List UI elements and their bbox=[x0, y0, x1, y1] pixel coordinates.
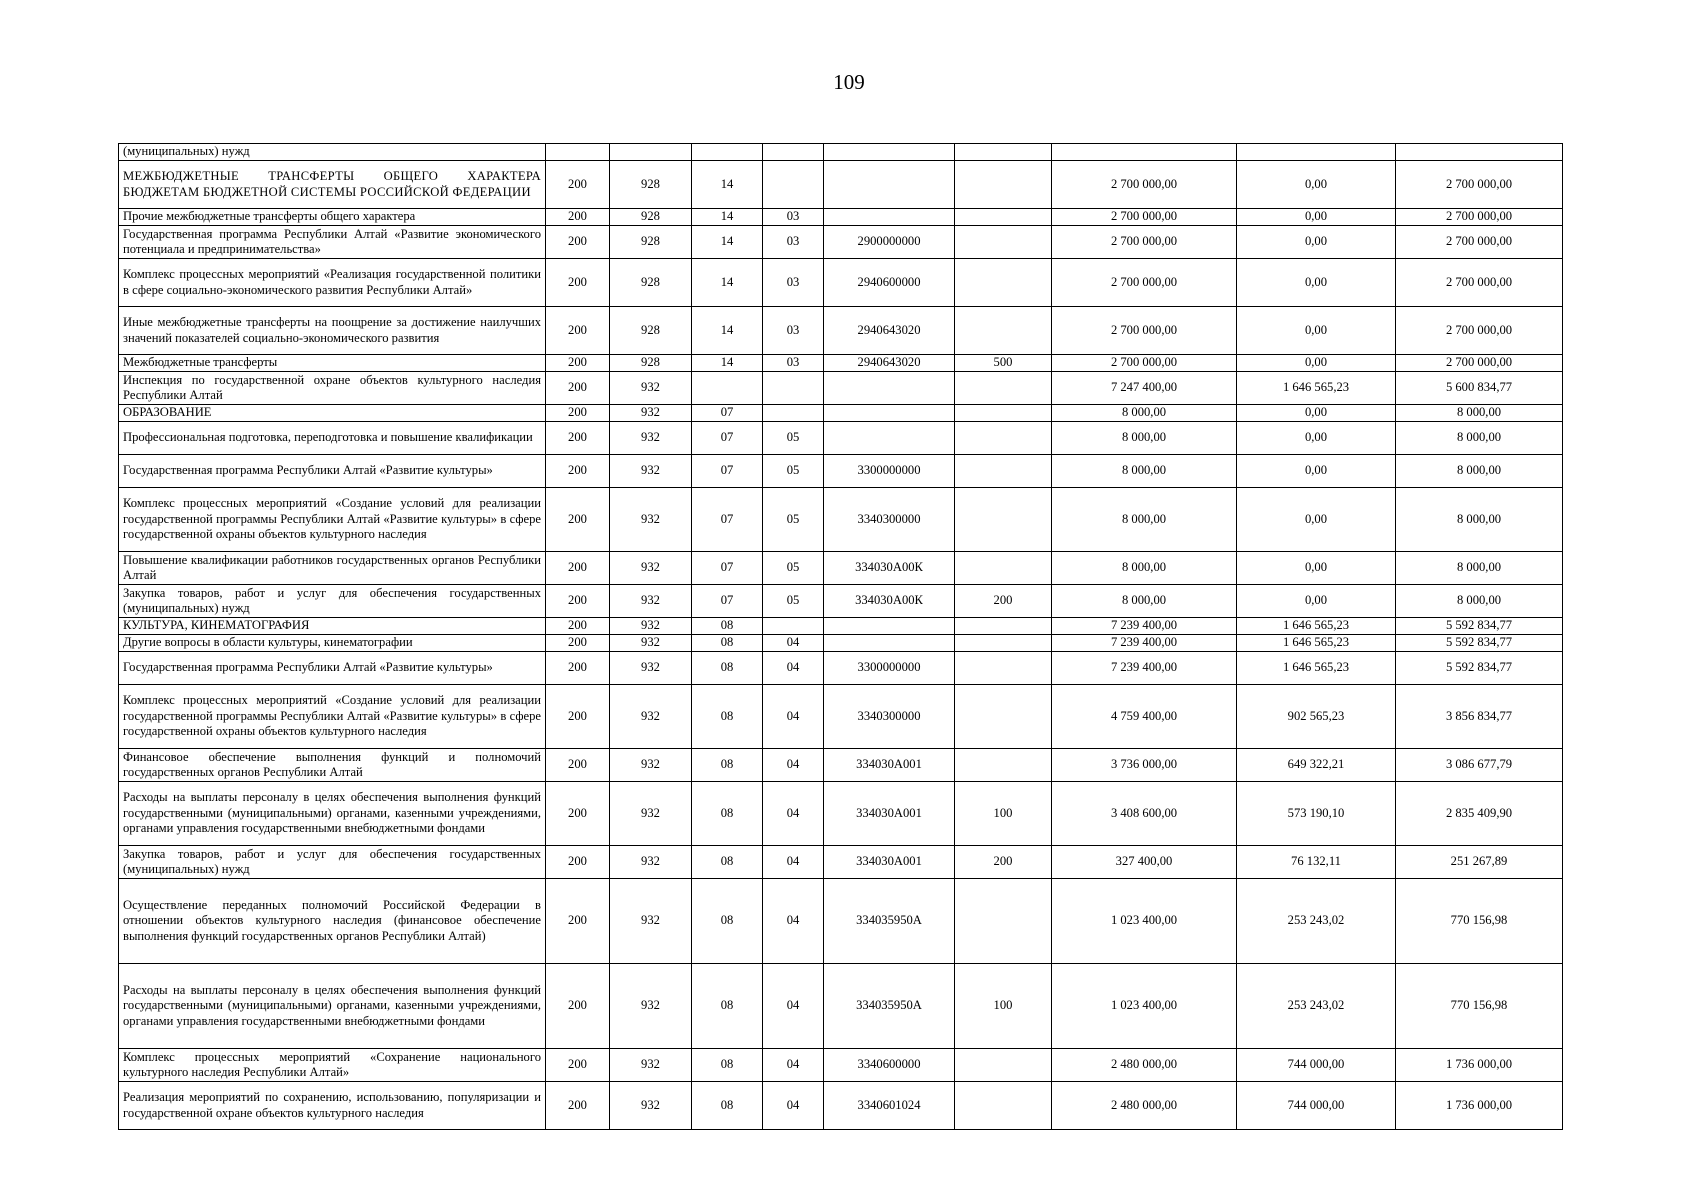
total-amount: 2 700 000,00 bbox=[1052, 161, 1237, 209]
admin-code: 200 bbox=[546, 618, 610, 635]
table-row bbox=[119, 372, 1563, 405]
remaining-amount: 2 700 000,00 bbox=[1396, 209, 1563, 226]
remaining-amount: 3 086 677,79 bbox=[1396, 749, 1563, 782]
department-code: 932 bbox=[610, 552, 692, 585]
total-amount: 8 000,00 bbox=[1052, 455, 1237, 488]
total-amount: 2 700 000,00 bbox=[1052, 209, 1237, 226]
subsection-code: 03 bbox=[763, 259, 824, 307]
total-amount: 2 700 000,00 bbox=[1052, 259, 1237, 307]
table-row bbox=[119, 209, 1563, 226]
table-row bbox=[119, 618, 1563, 635]
row-name: Профессиональная подготовка, переподготовка и повышение квалификации bbox=[119, 422, 546, 455]
remaining-amount: 1 736 000,00 bbox=[1396, 1049, 1563, 1082]
executed-amount: 0,00 bbox=[1237, 355, 1396, 372]
target-article-code: 3340600000 bbox=[824, 1049, 955, 1082]
total-amount: 327 400,00 bbox=[1052, 846, 1237, 879]
executed-amount: 1 646 565,23 bbox=[1237, 618, 1396, 635]
total-amount: 3 408 600,00 bbox=[1052, 782, 1237, 846]
table-row bbox=[119, 455, 1563, 488]
table-row bbox=[119, 161, 1563, 209]
subsection-code: 04 bbox=[763, 846, 824, 879]
admin-code: 200 bbox=[546, 422, 610, 455]
total-amount: 2 480 000,00 bbox=[1052, 1049, 1237, 1082]
subsection-code: 04 bbox=[763, 964, 824, 1049]
row-name: Расходы на выплаты персоналу в целях обеспечения выполнения функций государственными (муниципальными) органами, казенными учреждениями, органами управления государственными внебюджетными фондами bbox=[119, 964, 546, 1049]
subsection-code: 03 bbox=[763, 307, 824, 355]
executed-amount: 744 000,00 bbox=[1237, 1082, 1396, 1130]
target-article-code: 3340601024 bbox=[824, 1082, 955, 1130]
remaining-amount: 5 592 834,77 bbox=[1396, 652, 1563, 685]
department-code: 932 bbox=[610, 782, 692, 846]
expense-type-code bbox=[955, 749, 1052, 782]
executed-amount: 902 565,23 bbox=[1237, 685, 1396, 749]
row-name: Расходы на выплаты персоналу в целях обеспечения выполнения функций государственными (муниципальными) органами, казенными учреждениями, органами управления государственными внебюджетными фондами bbox=[119, 782, 546, 846]
table-row bbox=[119, 1082, 1563, 1130]
remaining-amount: 770 156,98 bbox=[1396, 879, 1563, 964]
target-article-code bbox=[824, 161, 955, 209]
subsection-code bbox=[763, 405, 824, 422]
table-row bbox=[119, 1049, 1563, 1082]
section-code: 07 bbox=[692, 455, 763, 488]
expense-type-code bbox=[955, 422, 1052, 455]
admin-code: 200 bbox=[546, 161, 610, 209]
target-article-code: 334030А001 bbox=[824, 749, 955, 782]
remaining-amount: 8 000,00 bbox=[1396, 405, 1563, 422]
department-code: 932 bbox=[610, 1082, 692, 1130]
target-article-code: 3300000000 bbox=[824, 652, 955, 685]
row-name: Комплекс процессных мероприятий «Реализация государственной политики в сфере социально-экономического развития Республики Алтай» bbox=[119, 259, 546, 307]
remaining-amount: 3 856 834,77 bbox=[1396, 685, 1563, 749]
section-code: 08 bbox=[692, 846, 763, 879]
executed-amount: 0,00 bbox=[1237, 455, 1396, 488]
section-code bbox=[692, 144, 763, 161]
target-article-code: 2900000000 bbox=[824, 226, 955, 259]
target-article-code: 334030А001 bbox=[824, 782, 955, 846]
expense-type-code: 500 bbox=[955, 355, 1052, 372]
section-code: 07 bbox=[692, 422, 763, 455]
department-code: 932 bbox=[610, 846, 692, 879]
target-article-code: 2940643020 bbox=[824, 355, 955, 372]
expense-type-code: 200 bbox=[955, 585, 1052, 618]
department-code bbox=[610, 144, 692, 161]
row-name: МЕЖБЮДЖЕТНЫЕ ТРАНСФЕРТЫ ОБЩЕГО ХАРАКТЕРА БЮДЖЕТАМ БЮДЖЕТНОЙ СИСТЕМЫ РОССИЙСКОЙ ФЕДЕРАЦИИ bbox=[119, 161, 546, 209]
table-row bbox=[119, 635, 1563, 652]
executed-amount: 0,00 bbox=[1237, 307, 1396, 355]
executed-amount: 0,00 bbox=[1237, 488, 1396, 552]
table-row bbox=[119, 422, 1563, 455]
remaining-amount: 8 000,00 bbox=[1396, 422, 1563, 455]
row-name: Комплекс процессных мероприятий «Создание условий для реализации государственной программы Республики Алтай «Развитие культуры» в сфере государственной охраны объектов культурного наследия bbox=[119, 685, 546, 749]
subsection-code: 04 bbox=[763, 685, 824, 749]
admin-code: 200 bbox=[546, 585, 610, 618]
total-amount: 1 023 400,00 bbox=[1052, 964, 1237, 1049]
subsection-code bbox=[763, 161, 824, 209]
subsection-code: 05 bbox=[763, 488, 824, 552]
target-article-code bbox=[824, 422, 955, 455]
subsection-code: 04 bbox=[763, 635, 824, 652]
executed-amount: 253 243,02 bbox=[1237, 964, 1396, 1049]
row-name: Комплекс процессных мероприятий «Создание условий для реализации государственной программы Республики Алтай «Развитие культуры» в сфере государственной охраны объектов культурного наследия bbox=[119, 488, 546, 552]
remaining-amount: 2 700 000,00 bbox=[1396, 355, 1563, 372]
section-code: 08 bbox=[692, 1082, 763, 1130]
total-amount bbox=[1052, 144, 1237, 161]
executed-amount: 0,00 bbox=[1237, 209, 1396, 226]
admin-code: 200 bbox=[546, 307, 610, 355]
subsection-code: 03 bbox=[763, 226, 824, 259]
department-code: 932 bbox=[610, 422, 692, 455]
section-code: 08 bbox=[692, 1049, 763, 1082]
section-code: 14 bbox=[692, 259, 763, 307]
admin-code: 200 bbox=[546, 552, 610, 585]
row-name: ОБРАЗОВАНИЕ bbox=[119, 405, 546, 422]
department-code: 932 bbox=[610, 652, 692, 685]
executed-amount: 0,00 bbox=[1237, 226, 1396, 259]
department-code: 932 bbox=[610, 372, 692, 405]
table-row bbox=[119, 685, 1563, 749]
row-name: Комплекс процессных мероприятий «Сохранение национального культурного наследия Республики Алтай» bbox=[119, 1049, 546, 1082]
subsection-code bbox=[763, 144, 824, 161]
expense-type-code bbox=[955, 618, 1052, 635]
section-code: 07 bbox=[692, 488, 763, 552]
admin-code: 200 bbox=[546, 635, 610, 652]
executed-amount: 573 190,10 bbox=[1237, 782, 1396, 846]
department-code: 928 bbox=[610, 161, 692, 209]
target-article-code bbox=[824, 209, 955, 226]
row-name: Иные межбюджетные трансферты на поощрение за достижение наилучших значений показателей социально-экономического развития bbox=[119, 307, 546, 355]
section-code: 08 bbox=[692, 749, 763, 782]
expense-type-code bbox=[955, 455, 1052, 488]
expense-type-code: 100 bbox=[955, 964, 1052, 1049]
row-name: Государственная программа Республики Алтай «Развитие экономического потенциала и предпринимательства» bbox=[119, 226, 546, 259]
remaining-amount: 770 156,98 bbox=[1396, 964, 1563, 1049]
expense-type-code: 100 bbox=[955, 782, 1052, 846]
target-article-code: 334035950А bbox=[824, 964, 955, 1049]
subsection-code: 05 bbox=[763, 552, 824, 585]
total-amount: 8 000,00 bbox=[1052, 405, 1237, 422]
total-amount: 7 239 400,00 bbox=[1052, 652, 1237, 685]
total-amount: 2 700 000,00 bbox=[1052, 226, 1237, 259]
total-amount: 3 736 000,00 bbox=[1052, 749, 1237, 782]
section-code: 14 bbox=[692, 161, 763, 209]
table-row bbox=[119, 879, 1563, 964]
section-code: 14 bbox=[692, 355, 763, 372]
row-name: КУЛЬТУРА, КИНЕМАТОГРАФИЯ bbox=[119, 618, 546, 635]
remaining-amount: 251 267,89 bbox=[1396, 846, 1563, 879]
remaining-amount: 2 700 000,00 bbox=[1396, 226, 1563, 259]
total-amount: 8 000,00 bbox=[1052, 488, 1237, 552]
total-amount: 2 480 000,00 bbox=[1052, 1082, 1237, 1130]
table-row bbox=[119, 307, 1563, 355]
total-amount: 8 000,00 bbox=[1052, 552, 1237, 585]
total-amount: 7 239 400,00 bbox=[1052, 618, 1237, 635]
total-amount: 2 700 000,00 bbox=[1052, 307, 1237, 355]
admin-code bbox=[546, 144, 610, 161]
table-row bbox=[119, 585, 1563, 618]
total-amount: 2 700 000,00 bbox=[1052, 355, 1237, 372]
expense-type-code bbox=[955, 1049, 1052, 1082]
table-row bbox=[119, 144, 1563, 161]
remaining-amount: 1 736 000,00 bbox=[1396, 1082, 1563, 1130]
department-code: 928 bbox=[610, 307, 692, 355]
remaining-amount: 2 700 000,00 bbox=[1396, 161, 1563, 209]
expense-type-code bbox=[955, 635, 1052, 652]
executed-amount: 0,00 bbox=[1237, 585, 1396, 618]
executed-amount: 0,00 bbox=[1237, 259, 1396, 307]
remaining-amount: 2 700 000,00 bbox=[1396, 259, 1563, 307]
row-name: Осуществление переданных полномочий Российской Федерации в отношении объектов культурного наследия (финансовое обеспечение выполнения функций государственных органов Республики Алтай) bbox=[119, 879, 546, 964]
section-code: 08 bbox=[692, 652, 763, 685]
table-row bbox=[119, 488, 1563, 552]
row-name: Закупка товаров, работ и услуг для обеспечения государственных (муниципальных) нужд bbox=[119, 585, 546, 618]
expense-type-code bbox=[955, 552, 1052, 585]
admin-code: 200 bbox=[546, 1082, 610, 1130]
admin-code: 200 bbox=[546, 879, 610, 964]
remaining-amount: 8 000,00 bbox=[1396, 455, 1563, 488]
expense-type-code bbox=[955, 879, 1052, 964]
remaining-amount: 8 000,00 bbox=[1396, 488, 1563, 552]
admin-code: 200 bbox=[546, 685, 610, 749]
remaining-amount: 8 000,00 bbox=[1396, 552, 1563, 585]
table-row bbox=[119, 749, 1563, 782]
section-code: 14 bbox=[692, 209, 763, 226]
subsection-code bbox=[763, 618, 824, 635]
admin-code: 200 bbox=[546, 749, 610, 782]
admin-code: 200 bbox=[546, 355, 610, 372]
admin-code: 200 bbox=[546, 209, 610, 226]
total-amount: 8 000,00 bbox=[1052, 585, 1237, 618]
section-code: 08 bbox=[692, 782, 763, 846]
budget-table bbox=[118, 143, 1563, 1130]
table-row bbox=[119, 405, 1563, 422]
subsection-code: 05 bbox=[763, 455, 824, 488]
department-code: 932 bbox=[610, 635, 692, 652]
total-amount: 1 023 400,00 bbox=[1052, 879, 1237, 964]
section-code: 08 bbox=[692, 879, 763, 964]
table-row bbox=[119, 846, 1563, 879]
admin-code: 200 bbox=[546, 259, 610, 307]
department-code: 928 bbox=[610, 259, 692, 307]
total-amount: 4 759 400,00 bbox=[1052, 685, 1237, 749]
department-code: 932 bbox=[610, 618, 692, 635]
department-code: 932 bbox=[610, 1049, 692, 1082]
section-code bbox=[692, 372, 763, 405]
admin-code: 200 bbox=[546, 846, 610, 879]
target-article-code: 3340300000 bbox=[824, 488, 955, 552]
department-code: 928 bbox=[610, 209, 692, 226]
target-article-code bbox=[824, 635, 955, 652]
table-row bbox=[119, 259, 1563, 307]
expense-type-code bbox=[955, 226, 1052, 259]
admin-code: 200 bbox=[546, 652, 610, 685]
table-row bbox=[119, 652, 1563, 685]
table-row bbox=[119, 226, 1563, 259]
executed-amount: 1 646 565,23 bbox=[1237, 652, 1396, 685]
admin-code: 200 bbox=[546, 226, 610, 259]
executed-amount: 649 322,21 bbox=[1237, 749, 1396, 782]
target-article-code: 2940643020 bbox=[824, 307, 955, 355]
section-code: 07 bbox=[692, 405, 763, 422]
subsection-code: 03 bbox=[763, 355, 824, 372]
executed-amount: 0,00 bbox=[1237, 161, 1396, 209]
subsection-code: 04 bbox=[763, 652, 824, 685]
admin-code: 200 bbox=[546, 405, 610, 422]
department-code: 928 bbox=[610, 226, 692, 259]
expense-type-code bbox=[955, 259, 1052, 307]
row-name: Прочие межбюджетные трансферты общего характера bbox=[119, 209, 546, 226]
executed-amount: 0,00 bbox=[1237, 422, 1396, 455]
subsection-code: 04 bbox=[763, 782, 824, 846]
executed-amount: 744 000,00 bbox=[1237, 1049, 1396, 1082]
subsection-code: 04 bbox=[763, 879, 824, 964]
section-code: 08 bbox=[692, 964, 763, 1049]
row-name: Государственная программа Республики Алтай «Развитие культуры» bbox=[119, 652, 546, 685]
expense-type-code bbox=[955, 405, 1052, 422]
remaining-amount: 2 835 409,90 bbox=[1396, 782, 1563, 846]
department-code: 928 bbox=[610, 355, 692, 372]
section-code: 07 bbox=[692, 552, 763, 585]
target-article-code bbox=[824, 144, 955, 161]
total-amount: 7 247 400,00 bbox=[1052, 372, 1237, 405]
department-code: 932 bbox=[610, 488, 692, 552]
expense-type-code: 200 bbox=[955, 846, 1052, 879]
expense-type-code bbox=[955, 209, 1052, 226]
row-name: Инспекция по государственной охране объектов культурного наследия Республики Алтай bbox=[119, 372, 546, 405]
department-code: 932 bbox=[610, 964, 692, 1049]
target-article-code bbox=[824, 372, 955, 405]
admin-code: 200 bbox=[546, 1049, 610, 1082]
executed-amount: 76 132,11 bbox=[1237, 846, 1396, 879]
row-name: Другие вопросы в области культуры, кинематографии bbox=[119, 635, 546, 652]
admin-code: 200 bbox=[546, 372, 610, 405]
expense-type-code bbox=[955, 685, 1052, 749]
subsection-code: 04 bbox=[763, 749, 824, 782]
department-code: 932 bbox=[610, 405, 692, 422]
target-article-code bbox=[824, 405, 955, 422]
row-name: Финансовое обеспечение выполнения функций и полномочий государственных органов Республики Алтай bbox=[119, 749, 546, 782]
department-code: 932 bbox=[610, 749, 692, 782]
expense-type-code bbox=[955, 652, 1052, 685]
admin-code: 200 bbox=[546, 488, 610, 552]
table-row bbox=[119, 552, 1563, 585]
section-code: 08 bbox=[692, 685, 763, 749]
section-code: 08 bbox=[692, 618, 763, 635]
table-row bbox=[119, 355, 1563, 372]
remaining-amount: 5 592 834,77 bbox=[1396, 618, 1563, 635]
target-article-code: 334035950А bbox=[824, 879, 955, 964]
expense-type-code bbox=[955, 1082, 1052, 1130]
remaining-amount: 8 000,00 bbox=[1396, 585, 1563, 618]
target-article-code: 2940600000 bbox=[824, 259, 955, 307]
target-article-code: 334030А00К bbox=[824, 552, 955, 585]
row-name: Межбюджетные трансферты bbox=[119, 355, 546, 372]
section-code: 14 bbox=[692, 307, 763, 355]
executed-amount: 1 646 565,23 bbox=[1237, 635, 1396, 652]
expense-type-code bbox=[955, 307, 1052, 355]
row-name: Реализация мероприятий по сохранению, использованию, популяризации и государственной охране объектов культурного наследия bbox=[119, 1082, 546, 1130]
expense-type-code bbox=[955, 144, 1052, 161]
executed-amount bbox=[1237, 144, 1396, 161]
remaining-amount: 5 600 834,77 bbox=[1396, 372, 1563, 405]
subsection-code bbox=[763, 372, 824, 405]
department-code: 932 bbox=[610, 455, 692, 488]
remaining-amount: 2 700 000,00 bbox=[1396, 307, 1563, 355]
table-row bbox=[119, 782, 1563, 846]
department-code: 932 bbox=[610, 585, 692, 618]
expense-type-code bbox=[955, 488, 1052, 552]
row-name: Государственная программа Республики Алтай «Развитие культуры» bbox=[119, 455, 546, 488]
department-code: 932 bbox=[610, 879, 692, 964]
target-article-code: 334030А001 bbox=[824, 846, 955, 879]
remaining-amount bbox=[1396, 144, 1563, 161]
subsection-code: 04 bbox=[763, 1082, 824, 1130]
admin-code: 200 bbox=[546, 455, 610, 488]
row-name: Повышение квалификации работников государственных органов Республики Алтай bbox=[119, 552, 546, 585]
page-number: 109 bbox=[833, 70, 865, 94]
expense-type-code bbox=[955, 372, 1052, 405]
subsection-code: 04 bbox=[763, 1049, 824, 1082]
executed-amount: 253 243,02 bbox=[1237, 879, 1396, 964]
admin-code: 200 bbox=[546, 964, 610, 1049]
remaining-amount: 5 592 834,77 bbox=[1396, 635, 1563, 652]
subsection-code: 05 bbox=[763, 585, 824, 618]
target-article-code: 3300000000 bbox=[824, 455, 955, 488]
total-amount: 8 000,00 bbox=[1052, 422, 1237, 455]
target-article-code: 3340300000 bbox=[824, 685, 955, 749]
executed-amount: 0,00 bbox=[1237, 405, 1396, 422]
target-article-code bbox=[824, 618, 955, 635]
subsection-code: 05 bbox=[763, 422, 824, 455]
total-amount: 7 239 400,00 bbox=[1052, 635, 1237, 652]
row-name: Закупка товаров, работ и услуг для обеспечения государственных (муниципальных) нужд bbox=[119, 846, 546, 879]
executed-amount: 0,00 bbox=[1237, 552, 1396, 585]
row-name: (муниципальных) нужд bbox=[119, 144, 546, 161]
section-code: 14 bbox=[692, 226, 763, 259]
target-article-code: 334030А00К bbox=[824, 585, 955, 618]
section-code: 08 bbox=[692, 635, 763, 652]
admin-code: 200 bbox=[546, 782, 610, 846]
expense-type-code bbox=[955, 161, 1052, 209]
subsection-code: 03 bbox=[763, 209, 824, 226]
executed-amount: 1 646 565,23 bbox=[1237, 372, 1396, 405]
table-row bbox=[119, 964, 1563, 1049]
section-code: 07 bbox=[692, 585, 763, 618]
department-code: 932 bbox=[610, 685, 692, 749]
